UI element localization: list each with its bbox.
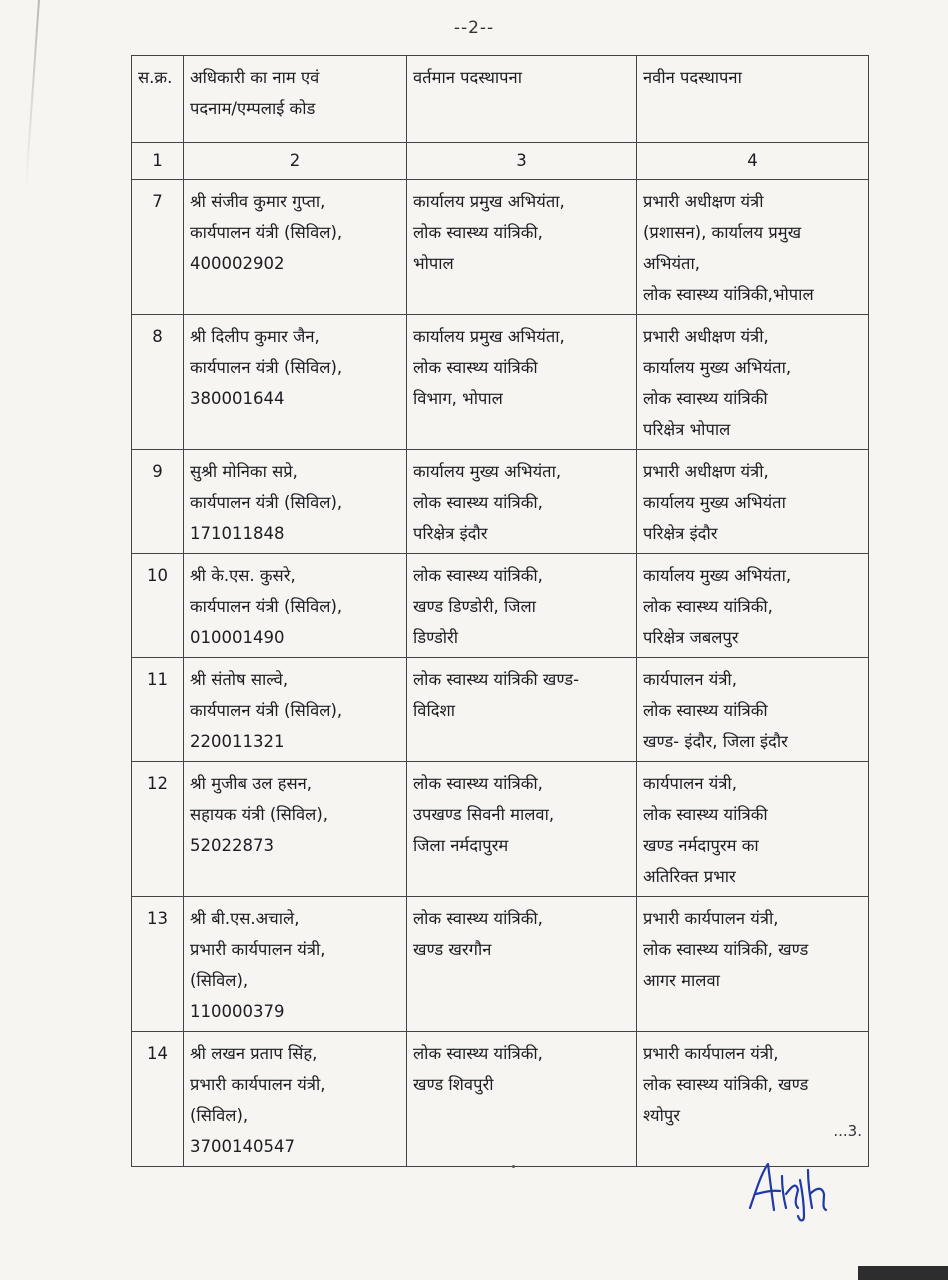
table-row — [132, 180, 869, 315]
officer-cell: श्री मुजीब उल हसन, सहायक यंत्री (सिविल), 52022873 — [184, 762, 407, 897]
new-posting-cell: प्रभारी कार्यपालन यंत्री, लोक स्वास्थ्य यांत्रिकी, खण्ड आगर मालवा — [637, 897, 869, 1032]
new-posting-cell: प्रभारी अधीक्षण यंत्री, कार्यालय मुख्य अभियंता परिक्षेत्र इंदौर — [637, 450, 869, 554]
serial-number-cell: 13 — [132, 897, 184, 1032]
officer-cell: श्री लखन प्रताप सिंह, प्रभारी कार्यपालन यंत्री, (सिविल), 3700140547 — [184, 1032, 407, 1167]
signature — [742, 1150, 832, 1230]
ink-dot — [512, 1165, 515, 1168]
new-posting-cell: कार्यालय मुख्य अभियंता, लोक स्वास्थ्य यांत्रिकी, परिक्षेत्र जबलपुर — [637, 554, 869, 658]
table-header-row — [132, 56, 869, 143]
transfer-table — [131, 55, 869, 1167]
current-posting-cell: कार्यालय मुख्य अभियंता, लोक स्वास्थ्य यांत्रिकी, परिक्षेत्र इंदौर — [407, 450, 637, 554]
table-row — [132, 658, 869, 762]
serial-number-cell: 14 — [132, 1032, 184, 1167]
transfer-table-container — [131, 55, 868, 1167]
table-row — [132, 315, 869, 450]
current-posting-cell: कार्यालय प्रमुख अभियंता, लोक स्वास्थ्य यांत्रिकी विभाग, भोपाल — [407, 315, 637, 450]
new-posting-cell: प्रभारी अधीक्षण यंत्री (प्रशासन), कार्यालय प्रमुख अभियंता, लोक स्वास्थ्य यांत्रिकी,भोपाल — [637, 180, 869, 315]
serial-number-cell: 12 — [132, 762, 184, 897]
officer-cell: श्री बी.एस.अचाले, प्रभारी कार्यपालन यंत्री, (सिविल), 110000379 — [184, 897, 407, 1032]
officer-cell: श्री के.एस. कुसरे, कार्यपालन यंत्री (सिविल), 010001490 — [184, 554, 407, 658]
new-posting-cell: कार्यपालन यंत्री, लोक स्वास्थ्य यांत्रिकी खण्ड नर्मदापुरम का अतिरिक्त प्रभार — [637, 762, 869, 897]
column-number: 1 — [132, 143, 184, 180]
column-number: 2 — [184, 143, 407, 180]
scan-edge-strip — [858, 1266, 948, 1280]
column-number-row — [132, 143, 869, 180]
serial-number-cell: 10 — [132, 554, 184, 658]
new-posting-cell: कार्यपालन यंत्री, लोक स्वास्थ्य यांत्रिकी खण्ड- इंदौर, जिला इंदौर — [637, 658, 869, 762]
header-current-posting: वर्तमान पदस्थापना — [407, 56, 637, 143]
table-row — [132, 762, 869, 897]
officer-cell: श्री संतोष साल्वे, कार्यपालन यंत्री (सिविल), 220011321 — [184, 658, 407, 762]
table-row — [132, 554, 869, 658]
officer-cell: श्री संजीव कुमार गुप्ता, कार्यपालन यंत्री (सिविल), 400002902 — [184, 180, 407, 315]
continuation-marker: ...3. — [833, 1122, 862, 1140]
current-posting-cell: लोक स्वास्थ्य यांत्रिकी, उपखण्ड सिवनी मालवा, जिला नर्मदापुरम — [407, 762, 637, 897]
table-row — [132, 1032, 869, 1167]
current-posting-cell: लोक स्वास्थ्य यांत्रिकी, खण्ड डिण्डोरी, जिला डिण्डोरी — [407, 554, 637, 658]
current-posting-cell: कार्यालय प्रमुख अभियंता, लोक स्वास्थ्य यांत्रिकी, भोपाल — [407, 180, 637, 315]
current-posting-cell: लोक स्वास्थ्य यांत्रिकी, खण्ड शिवपुरी — [407, 1032, 637, 1167]
header-officer-name: अधिकारी का नाम एवं पदनाम/एम्पलाई कोड — [184, 56, 407, 143]
column-number: 3 — [407, 143, 637, 180]
new-posting-cell: प्रभारी कार्यपालन यंत्री, लोक स्वास्थ्य यांत्रिकी, खण्ड श्योपुर — [637, 1032, 869, 1167]
serial-number-cell: 8 — [132, 315, 184, 450]
officer-cell: सुश्री मोनिका सप्रे, कार्यपालन यंत्री (सिविल), 171011848 — [184, 450, 407, 554]
header-new-posting: नवीन पदस्थापना — [637, 56, 869, 143]
officer-cell: श्री दिलीप कुमार जैन, कार्यपालन यंत्री (सिविल), 380001644 — [184, 315, 407, 450]
serial-number-cell: 11 — [132, 658, 184, 762]
page-number: --2-- — [453, 18, 495, 38]
new-posting-cell: प्रभारी अधीक्षण यंत्री, कार्यालय मुख्य अभियंता, लोक स्वास्थ्य यांत्रिकी परिक्षेत्र भोपाल — [637, 315, 869, 450]
column-number: 4 — [637, 143, 869, 180]
serial-number-cell: 7 — [132, 180, 184, 315]
current-posting-cell: लोक स्वास्थ्य यांत्रिकी खण्ड- विदिशा — [407, 658, 637, 762]
table-row — [132, 897, 869, 1032]
header-serial-number: स.क्र. — [132, 56, 184, 143]
serial-number-cell: 9 — [132, 450, 184, 554]
table-row — [132, 450, 869, 554]
current-posting-cell: लोक स्वास्थ्य यांत्रिकी, खण्ड खरगौन — [407, 897, 637, 1032]
